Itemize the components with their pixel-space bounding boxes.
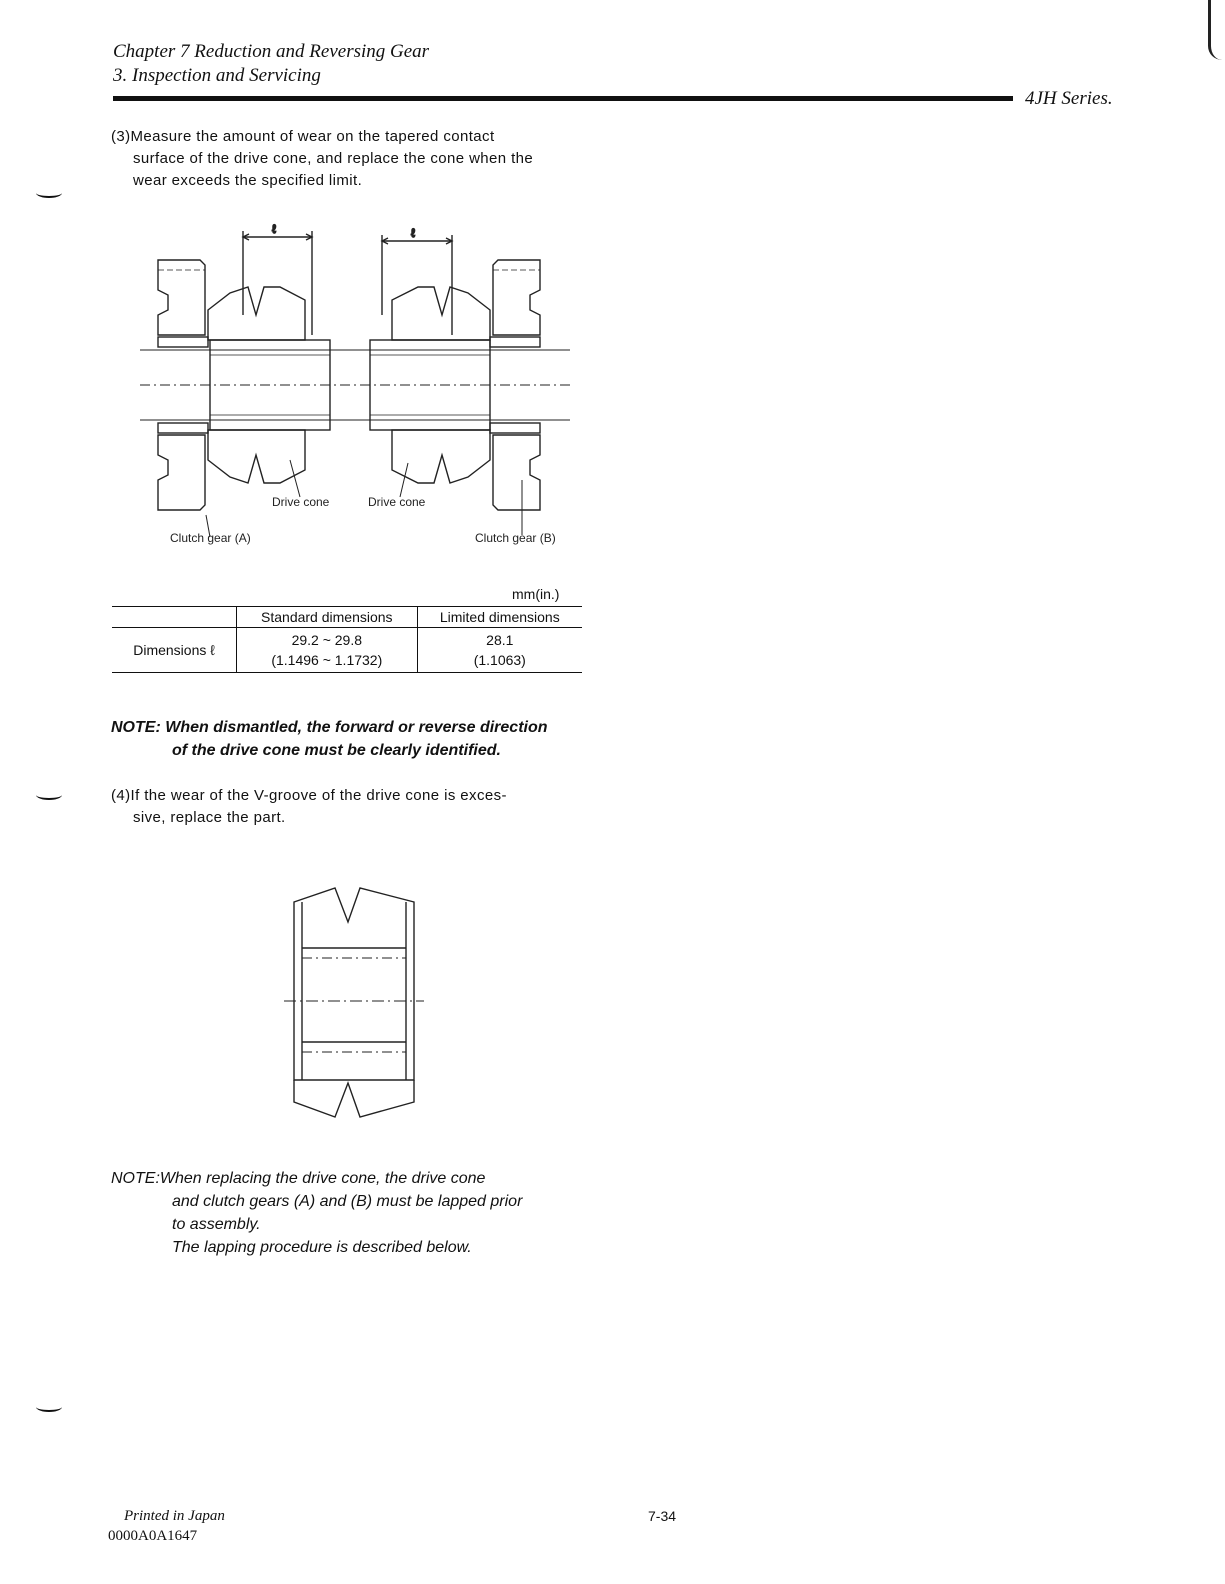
series-label: 4JH Series. bbox=[1025, 88, 1113, 109]
section-title: 3. Inspection and Servicing bbox=[113, 65, 321, 86]
punch-mark-top bbox=[36, 188, 62, 198]
step-4-line-1: (4)If the wear of the V-groove of the drive cone is exces- bbox=[111, 787, 507, 804]
col-standard: Standard dimensions bbox=[237, 607, 418, 628]
dimension-symbol-right: ℓ bbox=[411, 226, 415, 240]
note-lapping bbox=[111, 1167, 591, 1259]
header-rule bbox=[113, 96, 1013, 101]
binding-corner-mark bbox=[1208, 0, 1225, 60]
step-4-line-2: sive, replace the part. bbox=[133, 809, 286, 826]
label-clutch-gear-b: Clutch gear (B) bbox=[475, 531, 556, 545]
step-4-paragraph bbox=[111, 785, 587, 829]
note-dismantled bbox=[111, 716, 591, 762]
printed-in-japan: Printed in Japan bbox=[124, 1508, 225, 1524]
standard-mm: 29.2 ~ 29.8 bbox=[237, 628, 418, 651]
note-2-line-1: NOTE:When replacing the drive cone, the drive cone bbox=[111, 1170, 486, 1187]
punch-mark-middle bbox=[36, 790, 62, 800]
note-2-line-4: The lapping procedure is described below. bbox=[172, 1239, 472, 1256]
limited-in: (1.1063) bbox=[417, 650, 582, 673]
chapter-title: Chapter 7 Reduction and Reversing Gear bbox=[113, 41, 430, 62]
limited-mm: 28.1 bbox=[486, 632, 514, 648]
dimension-symbol-left: ℓ bbox=[272, 222, 276, 236]
step-3-line-2: surface of the drive cone, and replace the cone when the bbox=[133, 150, 534, 167]
drive-cone-cross-section-diagram bbox=[280, 880, 430, 1130]
step-3-line-3: wear exceeds the specified limit. bbox=[133, 172, 363, 189]
document-code: 0000A0A1647 bbox=[108, 1528, 198, 1544]
standard-in: (1.1496 ~ 1.1732) bbox=[237, 650, 418, 673]
page-header bbox=[113, 40, 429, 88]
dimension-l-left bbox=[243, 231, 312, 335]
page-number: 7-34 bbox=[648, 1508, 677, 1524]
step-3-line-1: (3)Measure the amount of wear on the tapered contact bbox=[111, 128, 495, 145]
note-2-line-2: and clutch gears (A) and (B) must be lapped prior bbox=[172, 1193, 523, 1210]
drive-cone-assembly-diagram bbox=[130, 215, 590, 555]
note-1-line-1: NOTE: When dismantled, the forward or reverse direction bbox=[111, 719, 548, 736]
note-2-line-3: to assembly. bbox=[172, 1216, 261, 1233]
note-1-line-2: of the drive cone must be clearly identified. bbox=[172, 742, 501, 759]
punch-mark-bottom bbox=[36, 1402, 62, 1412]
label-clutch-gear-a: Clutch gear (A) bbox=[170, 531, 251, 545]
col-limited: Limited dimensions bbox=[417, 607, 582, 628]
label-drive-cone-right: Drive cone bbox=[368, 495, 426, 509]
step-3-paragraph bbox=[111, 126, 587, 192]
table-unit: mm(in.) bbox=[512, 586, 560, 602]
label-drive-cone-left: Drive cone bbox=[272, 495, 330, 509]
table-header-row bbox=[112, 607, 582, 628]
table-row bbox=[112, 628, 582, 651]
dimension-spec-table bbox=[112, 606, 582, 673]
row-label: Dimensions ℓ bbox=[112, 628, 237, 673]
